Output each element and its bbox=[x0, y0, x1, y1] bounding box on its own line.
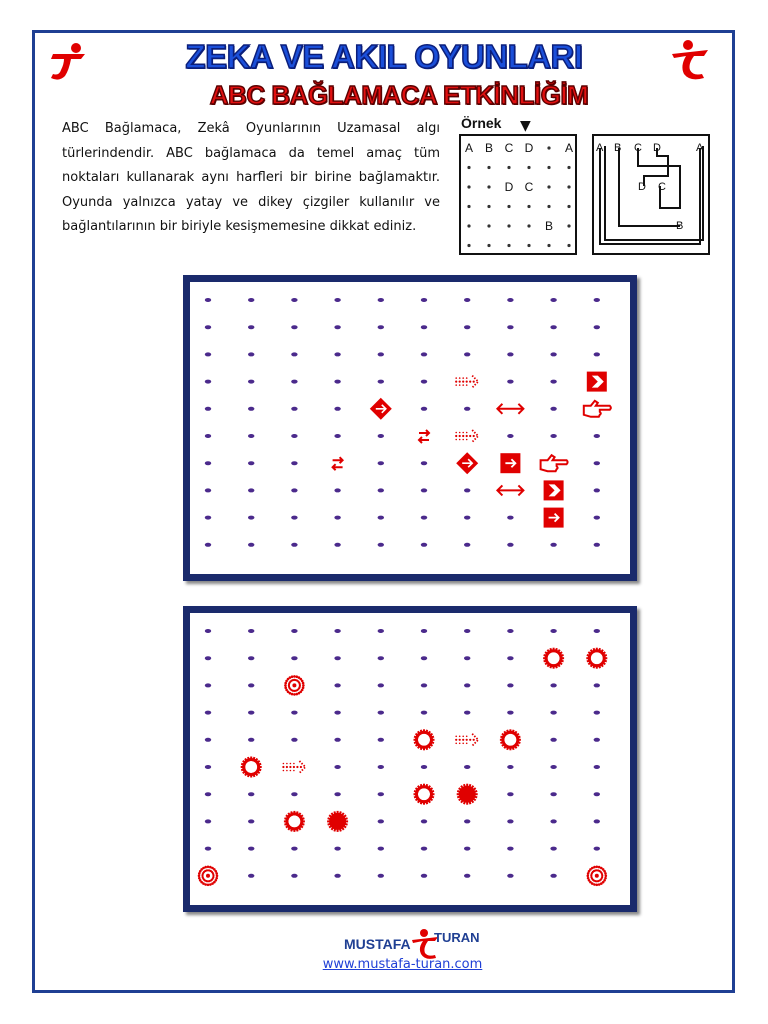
grid-dot[interactable] bbox=[205, 380, 211, 384]
grid-dot[interactable] bbox=[291, 434, 297, 438]
grid-dot[interactable] bbox=[248, 683, 254, 687]
grid-dot[interactable] bbox=[334, 629, 340, 633]
grid-dot[interactable] bbox=[550, 298, 556, 302]
grid-dot[interactable] bbox=[378, 380, 384, 384]
example-dot bbox=[567, 205, 570, 208]
grid-dot[interactable] bbox=[550, 325, 556, 329]
grid-dot[interactable] bbox=[550, 543, 556, 547]
dotted-ring-icon bbox=[284, 675, 305, 696]
chevron-box-icon bbox=[544, 480, 564, 500]
grid-dot[interactable] bbox=[550, 711, 556, 715]
website-link[interactable]: www.mustafa-turan.com bbox=[322, 957, 483, 972]
example-dot bbox=[467, 244, 470, 247]
grid-dot[interactable] bbox=[205, 765, 211, 769]
example-letter: D bbox=[504, 180, 514, 194]
grid-dot[interactable] bbox=[291, 656, 297, 660]
grid-dot[interactable] bbox=[421, 656, 427, 660]
grid-dot[interactable] bbox=[334, 488, 340, 492]
grid-dot[interactable] bbox=[291, 738, 297, 742]
grid-dot[interactable] bbox=[334, 792, 340, 796]
brand-left-text: MUSTAFA bbox=[344, 936, 411, 952]
grid-dot[interactable] bbox=[550, 683, 556, 687]
example-dot bbox=[547, 166, 550, 169]
solution-path-a bbox=[600, 148, 700, 244]
grid-dot[interactable] bbox=[421, 380, 427, 384]
grid-dot[interactable] bbox=[291, 874, 297, 878]
grid-dot[interactable] bbox=[464, 819, 470, 823]
gear-ring-icon bbox=[241, 757, 262, 778]
example-solution-grid bbox=[592, 134, 710, 255]
grid-dot[interactable] bbox=[334, 325, 340, 329]
grid-dot[interactable] bbox=[248, 543, 254, 547]
grid-dot[interactable] bbox=[507, 629, 513, 633]
example-dot bbox=[467, 205, 470, 208]
grid-dot[interactable] bbox=[464, 543, 470, 547]
grid-dot[interactable] bbox=[594, 461, 600, 465]
grid-dot[interactable] bbox=[205, 516, 211, 520]
grid-dot[interactable] bbox=[378, 874, 384, 878]
grid-dot[interactable] bbox=[507, 792, 513, 796]
example-dot bbox=[527, 166, 530, 169]
grid-dot[interactable] bbox=[291, 461, 297, 465]
grid-dot[interactable] bbox=[550, 629, 556, 633]
grid-dot[interactable] bbox=[334, 407, 340, 411]
example-dot bbox=[527, 205, 530, 208]
solution-letter-d2: D bbox=[638, 181, 646, 193]
grid-dot[interactable] bbox=[291, 298, 297, 302]
grid-dot[interactable] bbox=[594, 298, 600, 302]
grid-dot[interactable] bbox=[464, 847, 470, 851]
example-dot bbox=[547, 185, 550, 188]
grid-dot[interactable] bbox=[291, 488, 297, 492]
grid-dot[interactable] bbox=[421, 325, 427, 329]
grid-dot[interactable] bbox=[291, 380, 297, 384]
grid-dot[interactable] bbox=[205, 434, 211, 438]
grid-dot[interactable] bbox=[378, 847, 384, 851]
page-title: ZEKA VE AKIL OYUNLARI bbox=[185, 38, 583, 75]
grid-dot[interactable] bbox=[378, 656, 384, 660]
grid-dot[interactable] bbox=[594, 792, 600, 796]
example-dot bbox=[487, 205, 490, 208]
grid-dot[interactable] bbox=[464, 765, 470, 769]
grid-dot[interactable] bbox=[550, 434, 556, 438]
grid-dot[interactable] bbox=[507, 656, 513, 660]
dotted-ring-icon bbox=[587, 866, 608, 887]
dotted-arrow-icon bbox=[455, 430, 478, 442]
double-arrow-icon bbox=[497, 485, 523, 495]
example-dot bbox=[487, 185, 490, 188]
example-letter: A bbox=[464, 141, 474, 155]
grid-dot[interactable] bbox=[550, 819, 556, 823]
diamond-arrow-icon bbox=[370, 398, 392, 420]
example-dot bbox=[507, 224, 510, 227]
grid-dot[interactable] bbox=[594, 543, 600, 547]
grid-dot[interactable] bbox=[594, 711, 600, 715]
grid-dot[interactable] bbox=[291, 325, 297, 329]
example-letter: D bbox=[524, 141, 534, 155]
example-letter: C bbox=[504, 141, 514, 155]
grid-dot[interactable] bbox=[334, 874, 340, 878]
example-dot bbox=[567, 185, 570, 188]
grid-dot[interactable] bbox=[248, 656, 254, 660]
grid-dot[interactable] bbox=[464, 407, 470, 411]
example-letter: A bbox=[564, 141, 574, 155]
grid-dot[interactable] bbox=[507, 819, 513, 823]
grid-dot[interactable] bbox=[378, 792, 384, 796]
grid-dot[interactable] bbox=[205, 543, 211, 547]
swap-arrows-icon bbox=[333, 457, 343, 470]
solution-path-b bbox=[619, 148, 680, 226]
grid-dot[interactable] bbox=[205, 656, 211, 660]
puzzle-board-1 bbox=[183, 275, 637, 581]
gear-ring-icon bbox=[284, 811, 305, 832]
grid-dot[interactable] bbox=[594, 629, 600, 633]
solid-gear-icon bbox=[327, 811, 348, 832]
grid-dot[interactable] bbox=[594, 847, 600, 851]
grid-dot[interactable] bbox=[594, 434, 600, 438]
gear-ring-icon bbox=[543, 648, 564, 669]
grid-dot[interactable] bbox=[594, 352, 600, 356]
grid-dot[interactable] bbox=[248, 738, 254, 742]
grid-dot[interactable] bbox=[464, 629, 470, 633]
grid-dot[interactable] bbox=[550, 352, 556, 356]
example-dot bbox=[467, 224, 470, 227]
grid-dot[interactable] bbox=[550, 407, 556, 411]
solid-gear-icon bbox=[457, 784, 478, 805]
grid-dot[interactable] bbox=[248, 819, 254, 823]
footer-logo bbox=[340, 930, 490, 960]
puzzle-2-svg[interactable] bbox=[190, 613, 630, 905]
example-dot bbox=[547, 146, 550, 149]
grid-dot[interactable] bbox=[205, 325, 211, 329]
intro-paragraph: ABC Bağlamaca, Zekâ Oyunlarının Uzamasal algı türlerindendir. ABC bağlamaca da temel amaç tüm noktaları kullanarak aynı harfleri bir birine bağlamaktır. Oyunda yalnızca yatay ve dikey çizgiler kullanılır ve bağlantılarının bir biriyle kesişmemesine dikkat ediniz. bbox=[62, 121, 440, 234]
pointing-hand-icon bbox=[584, 401, 611, 417]
grid-dot[interactable] bbox=[205, 298, 211, 302]
grid-dot[interactable] bbox=[507, 765, 513, 769]
grid-dot[interactable] bbox=[421, 683, 427, 687]
puzzle-board-2 bbox=[183, 606, 637, 912]
grid-dot[interactable] bbox=[248, 516, 254, 520]
grid-dot[interactable] bbox=[421, 847, 427, 851]
swap-arrows-icon bbox=[419, 430, 429, 443]
grid-dot[interactable] bbox=[291, 352, 297, 356]
example-dot bbox=[567, 244, 570, 247]
gear-ring-icon bbox=[414, 729, 435, 750]
gear-ring-icon bbox=[414, 784, 435, 805]
grid-dot[interactable] bbox=[291, 516, 297, 520]
example-dot bbox=[507, 166, 510, 169]
grid-dot[interactable] bbox=[248, 407, 254, 411]
grid-dot[interactable] bbox=[205, 819, 211, 823]
solution-letter-a2: A bbox=[696, 142, 704, 154]
grid-dot[interactable] bbox=[248, 461, 254, 465]
grid-dot[interactable] bbox=[594, 325, 600, 329]
grid-dot[interactable] bbox=[334, 711, 340, 715]
example-dot bbox=[507, 244, 510, 247]
example-puzzle-grid bbox=[459, 134, 577, 255]
grid-dot[interactable] bbox=[291, 629, 297, 633]
grid-dot[interactable] bbox=[334, 656, 340, 660]
grid-dot[interactable] bbox=[421, 352, 427, 356]
grid-dot[interactable] bbox=[205, 352, 211, 356]
grid-dot[interactable] bbox=[421, 543, 427, 547]
example-dot bbox=[487, 166, 490, 169]
example-letter: B bbox=[484, 141, 494, 155]
grid-dot[interactable] bbox=[248, 792, 254, 796]
grid-dot[interactable] bbox=[248, 629, 254, 633]
gear-ring-icon bbox=[586, 648, 607, 669]
chevron-box-icon bbox=[587, 372, 607, 392]
dotted-arrow-icon bbox=[455, 734, 478, 746]
grid-dot[interactable] bbox=[378, 629, 384, 633]
dotted-ring-icon bbox=[198, 866, 219, 887]
grid-dot[interactable] bbox=[464, 352, 470, 356]
grid-dot[interactable] bbox=[550, 847, 556, 851]
solution-letter-c2: C bbox=[658, 181, 666, 193]
grid-dot[interactable] bbox=[421, 765, 427, 769]
grid-dot[interactable] bbox=[594, 516, 600, 520]
grid-dot[interactable] bbox=[507, 711, 513, 715]
grid-dot[interactable] bbox=[594, 738, 600, 742]
grid-dot[interactable] bbox=[507, 516, 513, 520]
grid-dot[interactable] bbox=[334, 738, 340, 742]
grid-dot[interactable] bbox=[291, 407, 297, 411]
grid-dot[interactable] bbox=[421, 819, 427, 823]
grid-dot[interactable] bbox=[507, 380, 513, 384]
grid-dot[interactable] bbox=[378, 738, 384, 742]
grid-dot[interactable] bbox=[248, 711, 254, 715]
grid-dot[interactable] bbox=[378, 765, 384, 769]
example-dot bbox=[567, 224, 570, 227]
arrow-box-icon bbox=[500, 453, 520, 473]
grid-dot[interactable] bbox=[248, 380, 254, 384]
grid-dot[interactable] bbox=[205, 792, 211, 796]
grid-dot[interactable] bbox=[334, 543, 340, 547]
pointing-hand-icon bbox=[541, 455, 568, 471]
double-arrow-icon bbox=[497, 404, 523, 414]
grid-dot[interactable] bbox=[248, 847, 254, 851]
grid-dot[interactable] bbox=[378, 711, 384, 715]
example-grid-svg bbox=[461, 136, 575, 253]
solution-letter-d: D bbox=[653, 142, 661, 154]
example-dot bbox=[527, 244, 530, 247]
grid-dot[interactable] bbox=[248, 434, 254, 438]
grid-dot[interactable] bbox=[205, 738, 211, 742]
grid-dot[interactable] bbox=[464, 516, 470, 520]
puzzle-1-svg[interactable] bbox=[190, 282, 630, 574]
grid-dot[interactable] bbox=[421, 407, 427, 411]
grid-dot[interactable] bbox=[464, 656, 470, 660]
grid-dot[interactable] bbox=[507, 298, 513, 302]
example-letter: C bbox=[524, 180, 534, 194]
grid-dot[interactable] bbox=[550, 792, 556, 796]
grid-dot[interactable] bbox=[205, 711, 211, 715]
grid-dot[interactable] bbox=[378, 516, 384, 520]
grid-dot[interactable] bbox=[334, 516, 340, 520]
grid-dot[interactable] bbox=[550, 380, 556, 384]
grid-dot[interactable] bbox=[550, 874, 556, 878]
grid-dot[interactable] bbox=[334, 298, 340, 302]
grid-dot[interactable] bbox=[378, 434, 384, 438]
grid-dot[interactable] bbox=[464, 298, 470, 302]
page-subtitle: ABC BAĞLAMACA ETKİNLİĞİM bbox=[209, 80, 589, 110]
grid-dot[interactable] bbox=[291, 792, 297, 796]
gear-ring-icon bbox=[500, 729, 521, 750]
grid-dot[interactable] bbox=[550, 738, 556, 742]
grid-dot[interactable] bbox=[507, 543, 513, 547]
example-solution-svg bbox=[594, 136, 708, 253]
grid-dot[interactable] bbox=[464, 874, 470, 878]
grid-dot[interactable] bbox=[464, 488, 470, 492]
grid-dot[interactable] bbox=[594, 488, 600, 492]
grid-dot[interactable] bbox=[291, 847, 297, 851]
grid-dot[interactable] bbox=[334, 683, 340, 687]
grid-dot[interactable] bbox=[205, 847, 211, 851]
grid-dot[interactable] bbox=[248, 298, 254, 302]
grid-dot[interactable] bbox=[334, 434, 340, 438]
grid-dot[interactable] bbox=[291, 711, 297, 715]
example-label: Örnek bbox=[461, 115, 502, 131]
grid-dot[interactable] bbox=[507, 325, 513, 329]
grid-dot[interactable] bbox=[334, 352, 340, 356]
grid-dot[interactable] bbox=[507, 847, 513, 851]
grid-dot[interactable] bbox=[421, 298, 427, 302]
solution-letter-b: B bbox=[614, 142, 622, 154]
grid-dot[interactable] bbox=[421, 461, 427, 465]
example-dot bbox=[487, 224, 490, 227]
grid-dot[interactable] bbox=[334, 765, 340, 769]
grid-dot[interactable] bbox=[594, 819, 600, 823]
grid-dot[interactable] bbox=[248, 874, 254, 878]
grid-dot[interactable] bbox=[378, 683, 384, 687]
grid-dot[interactable] bbox=[378, 819, 384, 823]
grid-dot[interactable] bbox=[205, 683, 211, 687]
diamond-arrow-icon bbox=[456, 452, 478, 474]
example-dot bbox=[527, 224, 530, 227]
grid-dot[interactable] bbox=[507, 874, 513, 878]
grid-dot[interactable] bbox=[248, 488, 254, 492]
grid-dot[interactable] bbox=[378, 461, 384, 465]
solution-letter-a: A bbox=[596, 142, 604, 154]
grid-dot[interactable] bbox=[205, 629, 211, 633]
grid-dot[interactable] bbox=[205, 488, 211, 492]
grid-dot[interactable] bbox=[421, 629, 427, 633]
dotted-arrow-icon bbox=[282, 761, 305, 773]
grid-dot[interactable] bbox=[378, 325, 384, 329]
solution-letter-b2: B bbox=[676, 220, 684, 232]
grid-dot[interactable] bbox=[205, 461, 211, 465]
grid-dot[interactable] bbox=[594, 683, 600, 687]
dotted-arrow-icon bbox=[455, 376, 478, 388]
example-dot bbox=[507, 205, 510, 208]
pointer-icon: ▼ bbox=[520, 118, 531, 134]
grid-dot[interactable] bbox=[507, 434, 513, 438]
grid-dot[interactable] bbox=[421, 516, 427, 520]
example-dot bbox=[567, 166, 570, 169]
grid-dot[interactable] bbox=[464, 683, 470, 687]
grid-dot[interactable] bbox=[378, 298, 384, 302]
brand-right-text: TURAN bbox=[434, 930, 480, 945]
grid-dot[interactable] bbox=[334, 380, 340, 384]
solution-letter-c: C bbox=[634, 142, 642, 154]
example-dot bbox=[467, 185, 470, 188]
grid-dot[interactable] bbox=[334, 847, 340, 851]
grid-dot[interactable] bbox=[421, 874, 427, 878]
example-dot bbox=[487, 244, 490, 247]
grid-dot[interactable] bbox=[421, 488, 427, 492]
grid-dot[interactable] bbox=[291, 543, 297, 547]
grid-dot[interactable] bbox=[248, 352, 254, 356]
grid-dot[interactable] bbox=[464, 711, 470, 715]
example-dot bbox=[467, 166, 470, 169]
arrow-box-icon bbox=[544, 508, 564, 528]
grid-dot[interactable] bbox=[205, 407, 211, 411]
example-dot bbox=[547, 244, 550, 247]
grid-dot[interactable] bbox=[248, 325, 254, 329]
grid-dot[interactable] bbox=[550, 765, 556, 769]
grid-dot[interactable] bbox=[378, 488, 384, 492]
example-dot bbox=[547, 205, 550, 208]
grid-dot[interactable] bbox=[421, 711, 427, 715]
grid-dot[interactable] bbox=[507, 683, 513, 687]
example-letter: B bbox=[544, 219, 554, 233]
grid-dot[interactable] bbox=[594, 765, 600, 769]
grid-dot[interactable] bbox=[378, 352, 384, 356]
grid-dot[interactable] bbox=[378, 543, 384, 547]
grid-dot[interactable] bbox=[464, 325, 470, 329]
grid-dot[interactable] bbox=[507, 352, 513, 356]
